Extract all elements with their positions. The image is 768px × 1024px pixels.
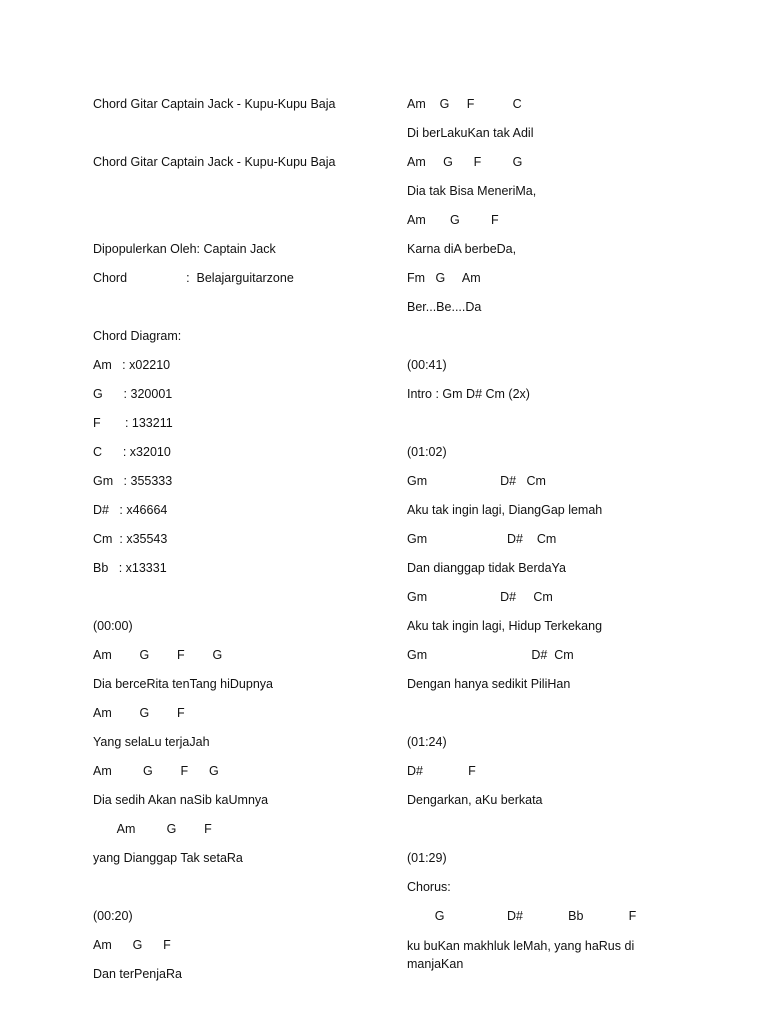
text-line: (00:20)	[93, 909, 133, 923]
blank-line	[93, 873, 383, 902]
text-line: Am G F G	[93, 764, 219, 778]
text-line: Ber...Be....Da	[407, 300, 482, 314]
text-line: Karna diA berbeDa,	[407, 242, 517, 256]
text-line: Am G F	[93, 706, 185, 720]
text-line: ku buKan makhluk leMah, yang haRus di manjaKan	[407, 939, 635, 971]
text-line: (00:00)	[93, 619, 133, 633]
text-line: Dia berceRita tenTang hiDupnya	[93, 677, 273, 691]
text-line: Dan terPenjaRa	[93, 967, 182, 981]
text-line: (01:29)	[407, 851, 447, 865]
text-line: Dengan hanya sedikit PiliHan	[407, 677, 571, 691]
text-line: G : 320001	[93, 387, 173, 401]
blank-line	[93, 583, 383, 612]
text-line: Am G F G	[93, 648, 223, 662]
text-line: yang Dianggap Tak setaRa	[93, 851, 243, 865]
text-line: Aku tak ingin lagi, DiangGap lemah	[407, 503, 603, 517]
text-line: Fm G Am	[407, 271, 481, 285]
text-line: Gm : 355333	[93, 474, 173, 488]
text-line: Chord Diagram:	[93, 329, 182, 343]
text-line: Cm : x35543	[93, 532, 168, 546]
text-line: F : 133211	[93, 416, 173, 430]
blank-line	[93, 119, 383, 148]
text-line: Aku tak ingin lagi, Hidup Terkekang	[407, 619, 603, 633]
text-line: Di berLakuKan tak Adil	[407, 126, 534, 140]
text-line: (01:02)	[407, 445, 447, 459]
blank-line	[93, 177, 383, 206]
text-line: Am G F	[93, 822, 212, 836]
text-line: Dia sedih Akan naSib kaUmnya	[93, 793, 269, 807]
blank-line	[407, 409, 657, 438]
blank-line	[93, 293, 383, 322]
text-line: Intro : Gm D# Cm (2x)	[407, 387, 530, 401]
text-line: Dan dianggap tidak BerdaYa	[407, 561, 566, 575]
right-column	[407, 90, 657, 973]
text-line: Chord Gitar Captain Jack - Kupu-Kupu Baja	[93, 97, 336, 111]
blank-line	[93, 206, 383, 235]
blank-line	[407, 699, 657, 728]
text-line: (00:41)	[407, 358, 447, 372]
text-line: Chord : Belajarguitarzone	[93, 271, 294, 285]
text-line: D# : x46664	[93, 503, 168, 517]
text-line: Bb : x13331	[93, 561, 167, 575]
text-line: Am : x02210	[93, 358, 171, 372]
blank-line	[407, 322, 657, 351]
text-line: Gm D# Cm	[407, 532, 557, 546]
text-line: Am G F	[93, 938, 171, 952]
text-line: Am G F	[407, 213, 499, 227]
text-line: Gm D# Cm	[407, 474, 546, 488]
text-line: Gm D# Cm	[407, 648, 574, 662]
text-line: Yang selaLu terjaJah	[93, 735, 210, 749]
text-line: Dengarkan, aKu berkata	[407, 793, 543, 807]
text-line: C : x32010	[93, 445, 171, 459]
text-line: (01:24)	[407, 735, 447, 749]
text-line: Am G F C	[407, 97, 522, 111]
text-line: Chorus:	[407, 880, 451, 894]
text-line: Dipopulerkan Oleh: Captain Jack	[93, 242, 276, 256]
text-line: G D# Bb F	[407, 909, 637, 923]
left-column	[93, 90, 383, 989]
text-line: Chord Gitar Captain Jack - Kupu-Kupu Baja	[93, 155, 336, 169]
text-line: Am G F G	[407, 155, 523, 169]
text-line: Gm D# Cm	[407, 590, 553, 604]
text-line: D# F	[407, 764, 476, 778]
blank-line	[407, 815, 657, 844]
text-line: Dia tak Bisa MeneriMa,	[407, 184, 537, 198]
